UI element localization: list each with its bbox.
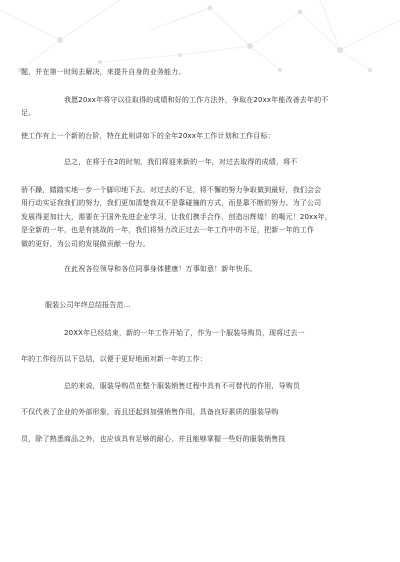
text-line: 题，并在第一时间去解决，来提升自身的业务能力。 [21, 68, 186, 76]
text-line: 在此祝各位领导和各位同事身体健康！万事如意！新年快乐。 [64, 265, 258, 273]
text-line: 发展得更加壮大，需要在于国外先进企业学习，让我们携手合作，创造出辉煌！的喝元！20xx年， [21, 213, 332, 221]
text-line: 骄不躁，踏踏实地一步一个脚印地下去。对过去的不足，将不懈的努力争取做到最好，我们会会 [21, 186, 322, 194]
text-line: 我愿20xx年将守以往取得的成绩和好的工作方法外，争取在20xx年能改善去年的不 [64, 96, 329, 104]
text-line: 员，除了熟悉商品之外，也应该具有足够的耐心，并且能够掌握一些好的服装销售技 [21, 435, 286, 443]
text-line: 总的来说，服装导购员在整个服装销售过程中具有不可替代的作用，导购员 [64, 382, 300, 390]
text-line: 做的更好，为公司的发展做贡献一份力。 [21, 240, 150, 248]
text-line: 20XX年已经结束，新的一年工作开始了，作为一个服装导购员，现将过去一 [64, 329, 305, 337]
text-line: 使工作有上一个新的台阶，特在此则讲如下的全年20xx年工作计划和工作目标： [21, 132, 275, 140]
text-line: 用行动实证我我们的努力，我们更加清楚我双不是靠碰撞的方式，而是靠不断的努力。为了公司 [21, 199, 322, 207]
text-line: 总之，在将于在2的时刻，我们将迎来新的一年，对过去取得的成绩，将不 [64, 158, 298, 166]
document-title: 服装公司年终总结报告范... [45, 301, 131, 309]
text-line: 足。 [21, 109, 36, 117]
text-line: 是全新的一年，也是有挑战的一年，我们将努力改正过去一年工作中的不足，把新一年的工作 [21, 226, 315, 234]
text-line: 不仅代表了企业的外部形象，而且还起到加强销售作用，具备良好素质的服装导购 [21, 408, 279, 416]
text-line: 年的工作经历以下总结，以便于更好地面对新一年的工作： [21, 355, 207, 363]
